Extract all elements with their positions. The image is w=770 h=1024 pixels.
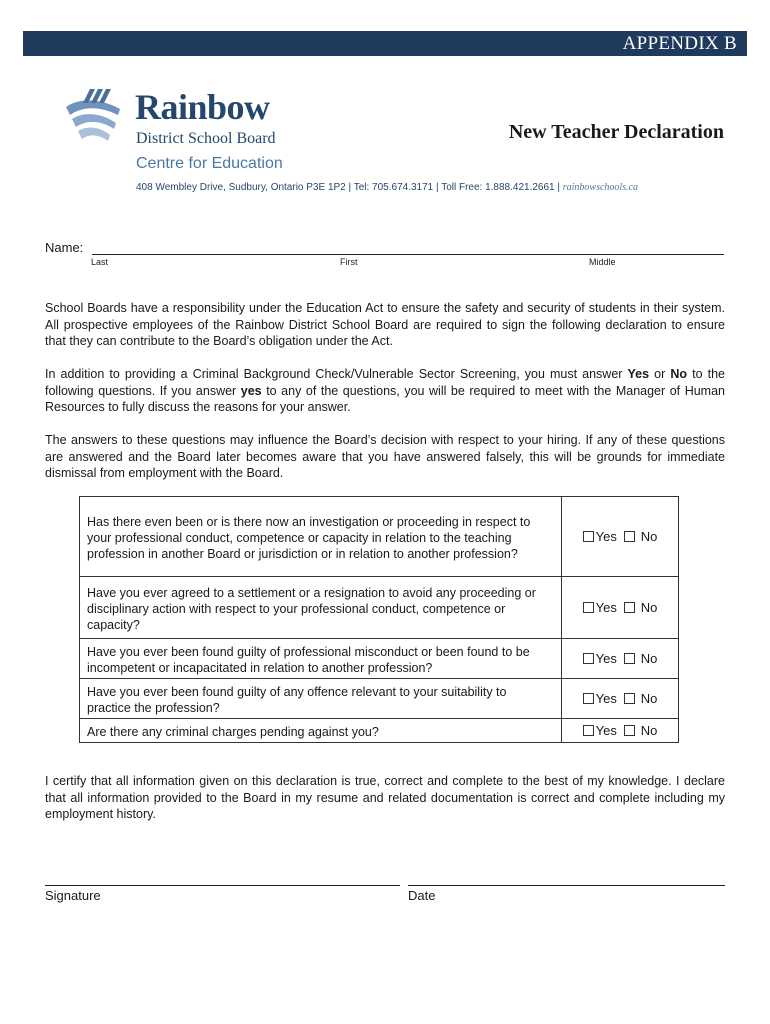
yes-label: Yes (595, 722, 617, 738)
yes-label: Yes (595, 599, 617, 615)
date-label: Date (408, 888, 436, 903)
no-checkbox-icon[interactable] (624, 531, 635, 542)
answer-cell (562, 679, 679, 719)
yes-checkbox[interactable] (583, 600, 617, 615)
yes-checkbox-icon[interactable] (583, 693, 594, 704)
intro-paragraph-3: The answers to these questions may influence the Board’s decision with respect to your hiring. If any of these questions are answered and the Board later becomes aware that you have answered falsely, this will be grounds for immediate dismissal from employment with the Board. (45, 433, 725, 480)
yes-emphasis: Yes (627, 367, 650, 381)
appendix-banner (23, 31, 747, 56)
no-checkbox[interactable] (624, 691, 657, 706)
yes-label: Yes (595, 650, 617, 666)
question-text: Have you ever been found guilty of professional misconduct or been found to be incompetent or incapacitated in relation to another profession? (80, 639, 562, 679)
question-text: Have you ever agreed to a settlement or a resignation to avoid any proceeding or disciplinary action with respect to your professional conduct, competence or capacity? (80, 577, 562, 639)
question-text: Are there any criminal charges pending against you? (80, 719, 562, 743)
document-title: New Teacher Declaration (508, 121, 724, 143)
signature-label: Signature (45, 888, 101, 903)
yes-label: Yes (595, 528, 617, 544)
name-label: Name: (45, 240, 84, 255)
org-name: Rainbow (135, 87, 270, 127)
org-subtitle: District School Board (136, 130, 276, 147)
question-row (80, 497, 679, 577)
answer-cell (562, 577, 679, 639)
name-last-label: Last (91, 257, 109, 267)
yes-checkbox-icon[interactable] (583, 531, 594, 542)
address-text: 408 Wembley Drive, Sudbury, Ontario P3E 1P2 | Tel: 705.674.3171 | Toll Free: 1.888.421.2661 | (136, 182, 560, 193)
answer-cell (562, 639, 679, 679)
yes-emphasis-2: yes (240, 383, 262, 398)
no-label: No (640, 690, 658, 706)
no-checkbox[interactable] (624, 600, 657, 615)
no-checkbox-icon[interactable] (624, 725, 635, 736)
website-link[interactable]: rainbowschools.ca (562, 182, 639, 193)
no-label: No (640, 722, 658, 738)
yes-label: Yes (595, 690, 617, 706)
no-checkbox-icon[interactable] (624, 602, 635, 613)
yes-checkbox[interactable] (583, 651, 617, 666)
question-row (80, 577, 679, 639)
signature-line[interactable] (45, 885, 400, 886)
org-address (136, 182, 638, 193)
no-label: No (640, 528, 658, 544)
no-label: No (640, 650, 658, 666)
no-checkbox[interactable] (624, 723, 657, 738)
org-centre: Centre for Education (136, 155, 283, 172)
yes-checkbox[interactable] (583, 691, 617, 706)
question-text: Have you ever been found guilty of any offence relevant to your suitability to practice the profession? (80, 679, 562, 719)
no-emphasis: No (670, 367, 688, 381)
intro-paragraph-2: In addition to providing a Criminal Background Check/Vulnerable Sector Screening, you must answer Yes or No to the following questions. If you answer yes to any of the questions, you will be required to meet with the Manager of Human Resources to fully discuss the reasons for your answer. (45, 367, 726, 414)
answer-cell (562, 719, 679, 743)
yes-checkbox-icon[interactable] (583, 602, 594, 613)
no-checkbox[interactable] (624, 529, 657, 544)
questions-table (79, 496, 679, 743)
question-row (80, 679, 679, 719)
name-first-label: First (340, 257, 358, 267)
yes-checkbox[interactable] (583, 723, 617, 738)
question-row (80, 639, 679, 679)
question-row (80, 719, 679, 743)
no-checkbox[interactable] (624, 651, 657, 666)
yes-checkbox-icon[interactable] (583, 725, 594, 736)
yes-checkbox[interactable] (583, 529, 617, 544)
date-line[interactable] (408, 885, 725, 886)
answer-cell (562, 497, 679, 577)
no-label: No (640, 599, 658, 615)
question-text: Has there even been or is there now an investigation or proceeding in respect to your professional conduct, competence or capacity in relation to the teaching profession in another Board or jurisdiction or in relation to another profession? (80, 497, 562, 577)
no-checkbox-icon[interactable] (624, 693, 635, 704)
yes-checkbox-icon[interactable] (583, 653, 594, 664)
rainbow-logo-icon (62, 85, 132, 155)
appendix-label: APPENDIX B (622, 33, 737, 54)
no-checkbox-icon[interactable] (624, 653, 635, 664)
name-input-line[interactable] (92, 254, 724, 255)
certification-paragraph: I certify that all information given on this declaration is true, correct and complete to the best of my knowledge. I declare that all information provided to the Board in my resume and related documentation is correct and complete including my employment history. (45, 774, 725, 821)
intro-paragraph-1: School Boards have a responsibility under the Education Act to ensure the safety and security of students in their system. All prospective employees of the Rainbow District School Board are required to sign the following declaration to ensure that they can contribute to the Board’s obligation under the Act. (45, 301, 725, 348)
name-middle-label: Middle (589, 257, 616, 267)
